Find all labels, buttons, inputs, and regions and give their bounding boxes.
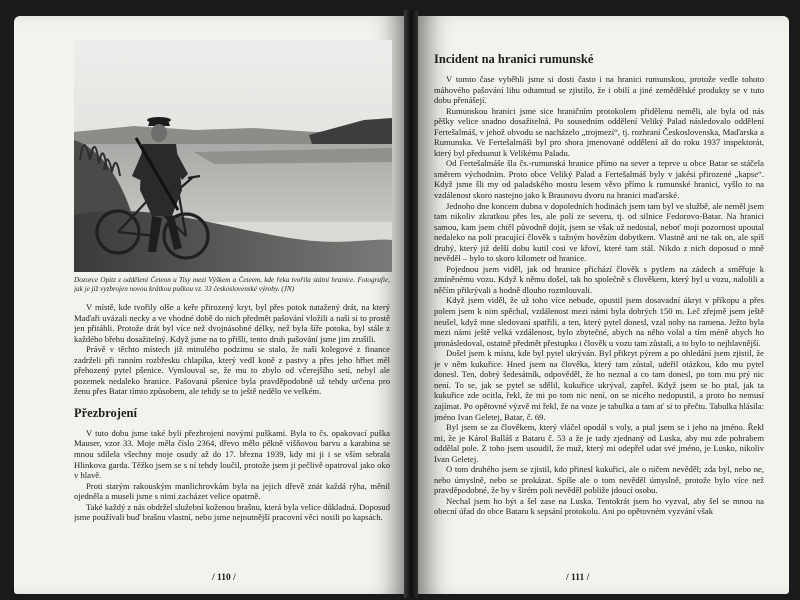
historical-photo (74, 40, 392, 272)
page-number: / 111 / (566, 573, 590, 583)
paragraph: Od Fertešalmáše šla čs.-rumunská hranice přímo na sever a teprve u obce Batar se stáčela směrem východním. Proto obce Veliký Palad a Fertešalmáš byly v jakési přirozené „kapse“. Když jsme šli my od paladského mostu lesem věvo přímo k rumunské hranici, vyšlo to na vzdálenost skoro nastejno jako k Braunovu dvoru na hranici maďarské. (434, 158, 764, 201)
page-number: / 110 / (212, 573, 236, 583)
paragraph: V tuto dobu jsme také byli přezbrojeni novými puškami. Byla to čs. opakovací puška Mauser, vzor 33. Moje měla číslo 2364, dřevo mělo pěkně višňovou barvu a karabina se mnou sdílela všechny moje osudy až do 17. března 1939, kdy mi ji i se vším sebrala Hlinkova garda. Těžko jsem se s ní tehdy loučil, protože jsem ji pečlivě opatroval jako oko v hlavě. (74, 427, 390, 481)
right-page-text (434, 52, 764, 564)
section-heading: Přezbrojení (74, 405, 137, 420)
paragraph: Jednoho dne koncem dubna v dopoledních hodinách jsem tam byl ve službě, ale neměl jsem tam nikoliv zkratkou přes les, ale polí ze severu, tj. od silnice Fedorovo-Batar. Na hranici samou, kam jsem chtěl původně dojít, jsem se však už nedostal, neboť moji pozornost upoutal nedaleko na poli pracující člověk s tažným hovězím dobytkem. Vlastně ani ne tak on, ale spíš druhý, který již delší dobu kutil cosi ve křoví, které tam stál. Nikdo z nich doposud o mně nevěděl – bylo to skoro kilometr od hranice. (434, 200, 764, 264)
paragraph: Rumunskou hranici jsme sice hraničním protokolem přidělenu neměli, ale byla od nás pěšky velice snadno dosažitelná. Po sousedním oddělení Veliký Palad následovalo oddělení Fertešalmáš, v jehož obvodu se nacházelo „trojmezí“, tj. rozhraní Československa, Maďarska a Rumunska. Ve Fertešalmáši byl pro shora jmenované oddělení až do roku 1937 inspektorát, který byl předsunut k Velikému Paladu. (434, 105, 764, 158)
book-gutter (404, 10, 418, 598)
left-page-text (74, 302, 390, 566)
paragraph: Nechal jsem ho být a šel zase na Luska. Tentokrát jsem ho vyzval, aby šel se mnou na obecní úřad do obce Bataru k sepsání protokolu. Ani po opětovném vyzvání však (434, 495, 764, 517)
photo-illustration (74, 40, 392, 272)
photo-caption: Dozorce Opitz z oddělení Četeon u Tisy mezi Výškem a Četeem, kde řeka tvořila státní hranice. Fotografie, jak je již vyzbrojen novou krátkou puškou vz. 33 československé výroby. (JN) (74, 276, 390, 294)
paragraph: O tom druhého jsem se zjistil, kdo přinesl kukuřici, ale o ničem nevěděl; zda byl, nebo ne, nebo úmyslně, nebo se prokázat. Spíše ale o tom nevěděl úmyslně, protože bylo více než pravděpodobné, že by v širém poli nevěděl pobliže jdoucí osobu. (434, 464, 764, 496)
paragraph: V místě, kde tvořily olše a keře přirozený kryt, byl přes potok natažený drát, na který Maďaři uvázali necky a ve vhodné době do nich předmět pašování vložili a naši si to prostě jen přitáhli. Protože drát byl více než dvojnásobné délky, než byla šíře potoka, byl stále z každého břehu dosažitelný. Když jsme na to přišli, tento druh pašování jsme jim zrušili. (74, 302, 390, 344)
paragraph: Když jsem viděl, že už toho více nebude, opustil jsem dosavadní úkryt v příkopu a přes polem jsem k nim spěchal, vzdálenost mezi námi byla dobrých 150 m. Leč zřejmě jsem ještě neušel, když mne sledovaní spatřili, a ten, který pytel donesl, vzal nohy na ramena. Ježto byla mezi námi ještě velká vzdálenost, bylo zbytečné, abych na něho volal a tím méně abych ho pronásledoval, ostatně předmět přestupku i člověk u vozu tam zůstali, a to bylo to nejhlavnější. (434, 295, 764, 348)
paragraph: Také každý z nás obdržel služební koženou brašnu, která byla velice důkladná. Doposud jsme používali buď brašnu vlastní, nebo jsme nejnutnější pracovní věci nosili po kapsách. (74, 501, 390, 523)
paragraph: Pojednou jsem viděl, jak od hranice přichází člověk s pytlem na zádech a směřuje k zmíněnému vozu. Když k němu došel, tak ho společně s člověkem, který byl u vozu, nalolili a něčím přikrývali a hodně dlouho rozmlouvali. (434, 263, 764, 295)
paragraph: Byl jsem se za člověkem, který vláčel opodál s voly, a ptal jsem se i jeho na jméno. Řekl mi, že je Károl Balláš z Bataru č. 53 a že je tady zjednaný od Luska, aby mu zde pohrabem oddělal pole. Z toho jsem usoudil, že muž, který mi odepřel udat své jméno, je Lusko, nikoliv Ivan Geletej. (434, 422, 764, 464)
paragraph: V tomto čase vyběhli jsme si dosti často i na hranici rumunskou, protože vedle tohoto máhového pašování lihu odtamtud se zjistilo, že i obilí a jiné zemědělské produkty se v tuto dobu přenášejí. (434, 74, 764, 106)
paragraph: Proti starým rakouským manlichrovkám byla na jejich dřevě znát každá rýha, měnil ojedněla a museli jsme s nimi zacházet velice opatrně. (74, 480, 390, 502)
section-heading: Incident na hranici rumunské (434, 52, 594, 66)
paragraph: Došel jsem k místu, kde byl pytel ukrýván. Byl přikryt pýrem a po ohledání jsem zjistil, že je v něm kukuřice. Hned jsem na člověka, který tam zůstal, udeřil otázkou, kdo mu pytel donesl. Ten, dobrý šedesátník, odpověděl, že ho neznal a co tam donesl, po tom mu prý nic není. To se, jak se pytel se sdělil, kukuřice ukrýval, zapřel. Když jsem se ho ptal, jak ta kukuřice zde ocitla, řekl, že mi po tom nic není, on se nicého nedopustil, a proto ho nemusí zajímat. Po opětovné výzvě mi řekl, že na voze je tabulka a tam ať si to přečtu. Tabulka hlásila: jméno Ivan Geletej, Batar, č. 69. (434, 348, 764, 422)
paragraph: Právě v těchto místech již minulého podzimu se stalo, že naši kolegové z finance zadrželi při ranním rozbřesku chlapíka, který vedl koně z pastvy a přes jeho hřbet měl přehozený pytel pšenice. Vymlouval se, že mu to zbylo od včerejšího setí, nebyl ale pozemek nedaleko hranice. Pašovaná pšenice byla pravděpodobně už tehdy určena pro ženu přes Batar tímto způsobem, ale tehdy se to ještě nedělo ve velkém. (74, 344, 390, 397)
